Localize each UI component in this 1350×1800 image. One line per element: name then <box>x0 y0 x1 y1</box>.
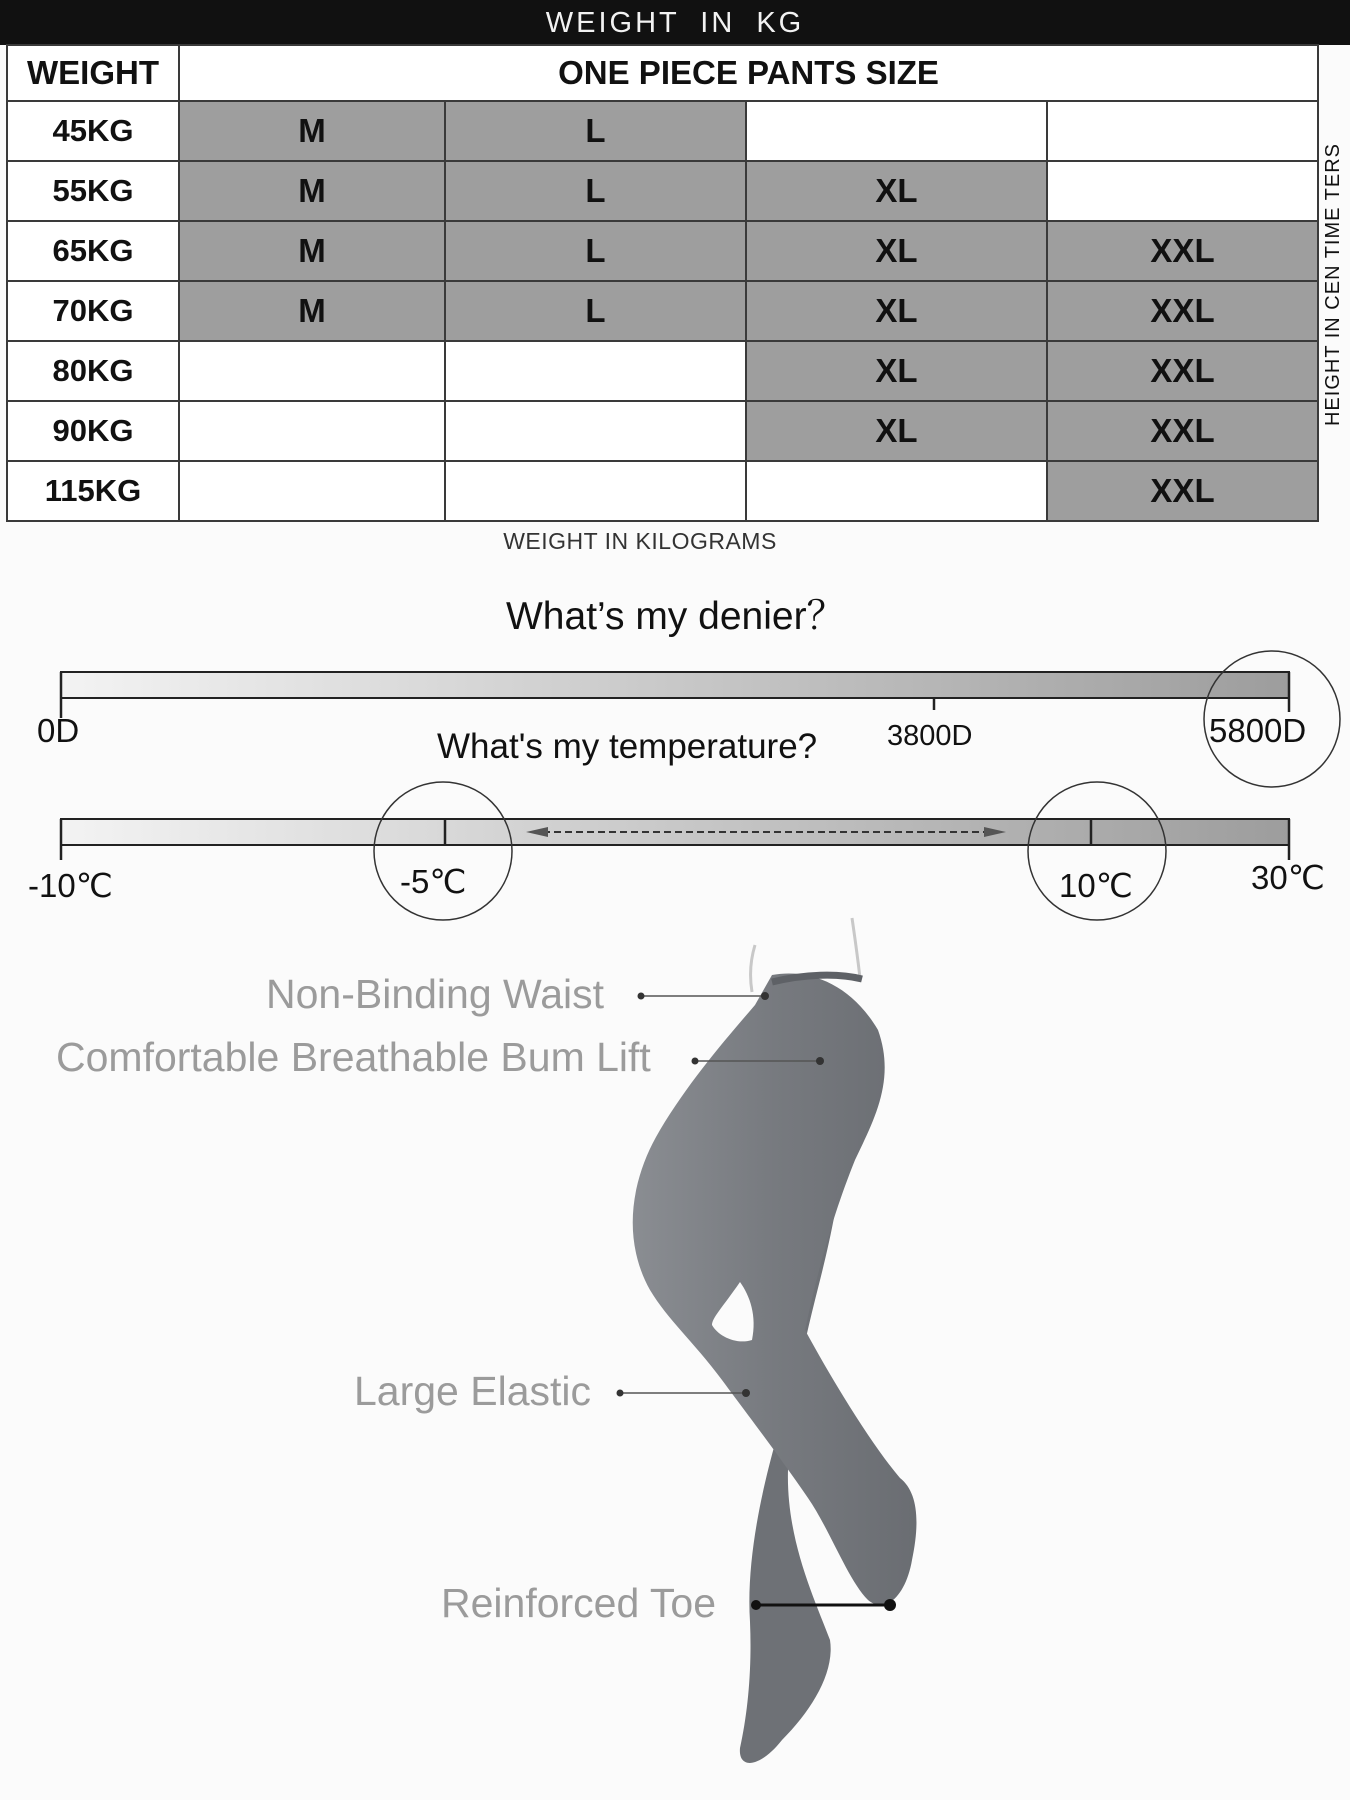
feature-non-binding-waist: Non-Binding Waist <box>266 971 605 1017</box>
tights-illustration <box>633 918 917 1763</box>
size-cell: L <box>445 161 746 221</box>
feature-large-elastic: Large Elastic <box>354 1368 592 1414</box>
height-side-label-text: HEIGHT IN CEN TIME TERS <box>1322 142 1345 426</box>
size-cell: M <box>179 281 445 341</box>
pants-size-header: ONE PIECE PANTS SIZE <box>179 45 1318 101</box>
weight-in-kg-banner: WEIGHT IN KG <box>0 0 1350 45</box>
weight-column-header: WEIGHT <box>7 45 179 101</box>
weight-cell: 65KG <box>7 221 179 281</box>
size-cell: L <box>445 221 746 281</box>
size-cell: XXL <box>1047 281 1318 341</box>
size-cell: M <box>179 101 445 161</box>
feature-reinforced-toe: Reinforced Toe <box>441 1580 717 1626</box>
size-cell: XL <box>746 401 1047 461</box>
weight-in-kilograms-caption: WEIGHT IN KILOGRAMS <box>503 528 777 554</box>
weight-cell: 45KG <box>7 101 179 161</box>
size-cell: XXL <box>1047 221 1318 281</box>
size-cell: XL <box>746 281 1047 341</box>
denier-min-label: 0D <box>37 712 80 749</box>
denier-mid-label: 3800D <box>887 720 973 752</box>
temperature-question: What's my temperature? <box>437 727 818 766</box>
size-cell: XL <box>746 341 1047 401</box>
weight-cell: 115KG <box>7 461 179 521</box>
size-cell: L <box>445 101 746 161</box>
feature-bum-lift: Comfortable Breathable Bum Lift <box>56 1034 651 1080</box>
weight-cell: 70KG <box>7 281 179 341</box>
denier-question: What’s my denier？ <box>506 595 846 638</box>
size-cell: XXL <box>1047 461 1318 521</box>
temp-label-10: 10℃ <box>1059 867 1133 904</box>
temp-label-minus10: -10℃ <box>28 867 113 904</box>
size-cell: L <box>445 281 746 341</box>
temp-label-30: 30℃ <box>1251 859 1325 896</box>
size-cell: XXL <box>1047 341 1318 401</box>
size-cell: XL <box>746 221 1047 281</box>
weight-cell: 90KG <box>7 401 179 461</box>
denier-max-label: 5800D <box>1209 712 1307 749</box>
size-cell: XL <box>746 161 1047 221</box>
size-cell: M <box>179 161 445 221</box>
size-cell: M <box>179 221 445 281</box>
size-cell: XXL <box>1047 401 1318 461</box>
weight-cell: 80KG <box>7 341 179 401</box>
denier-bar <box>61 672 1289 698</box>
temp-label-minus5: -5℃ <box>400 863 467 900</box>
weight-cell: 55KG <box>7 161 179 221</box>
